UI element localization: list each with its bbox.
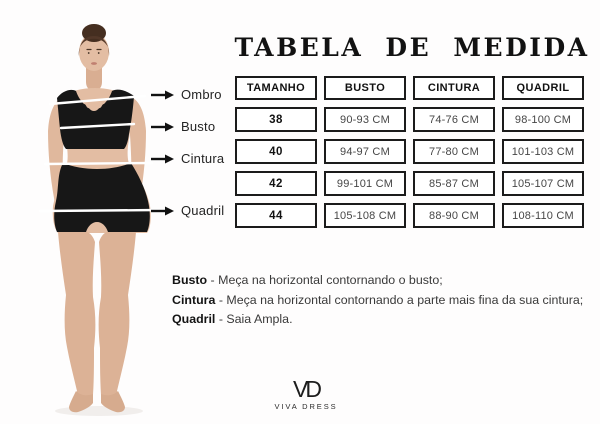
table-cell-cintura: 88-90 CM [413,203,495,228]
table-cell-size: 42 [235,171,317,196]
arrow-right-icon [151,154,174,164]
arrow-right-icon [151,90,174,100]
logo-name: VIVA DRESS [274,402,338,411]
measure-label-ombro [151,87,222,102]
measure-label-text: Quadril [181,203,225,218]
floor-shadow [55,406,143,416]
shorts [54,163,150,232]
table-cell-cintura: 85-87 CM [413,171,495,196]
measurement-line-waist [45,163,152,164]
table-cell-busto: 105-108 CM [324,203,406,228]
table-cell-cintura: 74-76 CM [413,107,495,132]
measurement-line-hip [40,210,158,211]
measure-label-cintura [151,151,224,166]
column-header-quadril: QUADRIL [502,76,584,100]
column-header-busto: BUSTO [324,76,406,100]
table-cell-quadril: 98-100 CM [502,107,584,132]
right-leg [99,232,136,396]
arrow-right-icon [151,122,174,132]
table-cell-busto: 99-101 CM [324,171,406,196]
note-desc: - Meça na horizontal contornando a parte mais fina da sua cintura; [215,292,584,307]
table-cell-size: 40 [235,139,317,164]
note-term: Busto [172,273,208,287]
note-line-cintura [172,291,583,311]
measure-label-quadril [151,203,224,218]
table-cell-size: 38 [235,107,317,132]
note-line-quadril [172,310,583,330]
note-term: Cintura [172,292,216,307]
left-leg [58,232,95,396]
page-title: TABELA DE MEDIDA [234,33,590,62]
table-cell-busto: 90-93 CM [324,107,406,132]
table-cell-cintura: 77-80 CM [413,139,495,164]
model-figure [0,0,240,424]
lips [91,62,97,65]
table-cell-quadril: 105-107 CM [502,171,584,196]
logo-monogram: VD [293,376,319,402]
note-line-busto [172,271,583,291]
note-desc: - Meça na horizontal contornando o busto; [207,273,443,287]
measure-label-busto [151,119,215,134]
table-cell-busto: 94-97 CM [324,139,406,164]
measurement-notes [172,271,583,330]
measure-label-text: Ombro [181,87,222,102]
arrow-right-icon [151,206,174,216]
measure-label-text: Cintura [181,151,225,166]
column-header-tamanho: TAMANHO [235,76,317,100]
measure-label-text: Busto [181,119,216,134]
size-table [235,76,584,228]
table-cell-quadril: 108-110 CM [502,203,584,228]
table-cell-size: 44 [235,203,317,228]
table-cell-quadril: 101-103 CM [502,139,584,164]
column-header-cintura: CINTURA [413,76,495,100]
note-desc: - Saia Ampla. [215,312,293,327]
brand-logo [256,378,356,411]
note-term: Quadril [172,312,216,327]
